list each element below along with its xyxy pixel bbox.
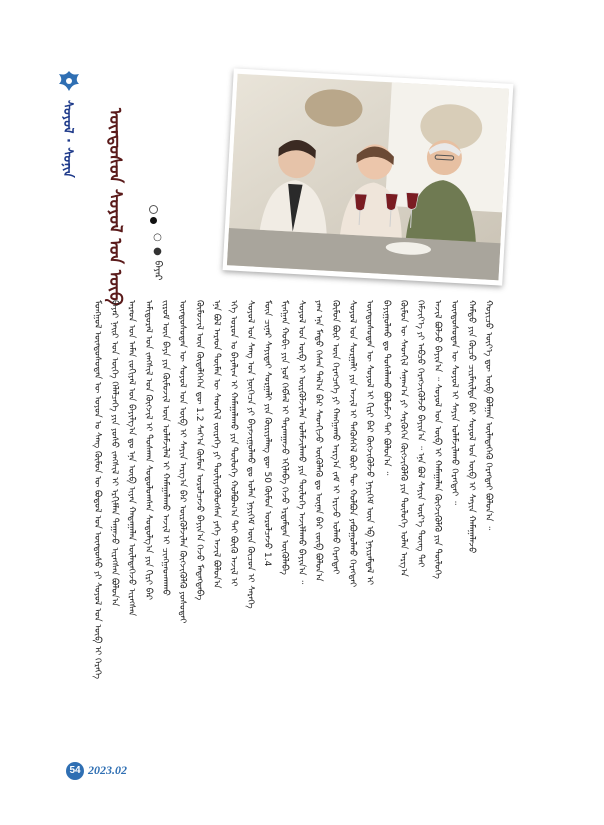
article-title: ᠦᠨᠳᠦᠰᠦᠨ ᠰᠤᠶᠤᠯ ᠤᠨ ᠦᠪ — [105, 108, 125, 306]
text-column: ᠠᠵᠢᠯ ᠪᠣᠯᠵᠤ ᠪᠠᠶᠢᠨ᠎ᠠ ᠃ ᠰᠣᠶᠣᠯ ᠤᠨ ᠦᠪ ᠢ ᠬᠠᠮᠠᠭᠠᠯᠠᠨ ᠬᠥᠭᠵᠢᠭᠦᠯᠬᠦ ᠶᠢᠨ ᠲᠥᠯᠥᠭᠡ — [432, 300, 442, 579]
article-photo — [223, 68, 514, 285]
text-column: ᠮᠣᠩᠭᠣᠯ ᠦᠨᠳᠦᠰᠦᠲᠡᠨ ᠦ ᠣᠶᠤᠨ ᠤ ᠰᠠᠩ ᠬᠥᠮᠦᠨ ᠦ ᠪᠣᠳᠤᠯ ᠤᠨ ᠦᠨᠳᠦᠰᠦ ᠶᠢ ᠰᠣᠶᠣᠯ ᠤᠨ ᠦᠪ ᠢ ᠭᠡᠷᠡᠭᠡ — [92, 300, 102, 680]
text-column: ᠦᠨᠳᠦᠰᠦᠲᠡᠨ ᠦ ᠰᠣᠶᠣᠯ ᠢ ᠰᠠᠶᠢᠨ ᠤᠯᠠᠮᠵᠢᠯᠠᠬᠤ ᠬᠡᠷᠡᠭᠲᠡᠢ ᠃ — [449, 300, 459, 505]
ornament-icon — [58, 70, 80, 92]
text-column: ᠬᠠᠮᠲᠤ ᠶᠢᠨ ᠬᠦᠴᠦ ᠴᠢᠷᠮᠠᠢᠯᠲᠠ ᠪᠡᠷ ᠰᠣᠶᠣᠯ ᠤᠨ ᠦᠪ ᠢ ᠰᠠᠶᠢᠨ ᠬᠠᠮᠠᠭᠠᠯᠠᠵᠤ — [466, 300, 476, 554]
text-column: ᠬᠣᠶᠢᠴᠤ ᠦᠶ᠎ᠡ ᠳᠦ ᠥᠪ ᠪᠣᠯᠭᠠᠨ ᠦᠯᠡᠳᠡᠭᠡᠬᠦ ᠬᠡᠷᠡᠭᠲᠡᠢ ᠪᠣᠯᠤᠨ᠎ᠠ ᠃ — [483, 300, 493, 531]
text-column: ᠠᠮᠢᠳᠤᠷᠠᠯ ᠤᠨ ᠵᠠᠩᠱᠢᠯ ᠤᠨ ᠬᠥᠭᠵᠢᠯ ᠢ ᠲᠤᠰᠬᠠᠨ ᠰᠤᠳᠤᠯᠤᠭᠰᠠᠨ ᠰᠤᠳᠤᠯᠭ᠎ᠠ ᠶᠢᠨ ᠬᠢᠷᠢ ᠪᠡᠷ — [143, 300, 153, 600]
text-column: ᠵᠢᠷᠤᠮ ᠦᠨ ᠪᠡᠶᠡ ᠶᠢᠨ ᠬᠦᠮᠦᠵᠢᠯ ᠦᠨ ᠤᠯᠠᠮᠵᠢᠯᠠᠯ ᠢ ᠬᠠᠮᠠᠭᠠᠯᠠᠬᠤ ᠠᠵᠢᠯ ᠢ ᠴᠢᠩᠭᠠᠳᠬᠠᠬᠤ — [160, 300, 170, 596]
article-author: ○ ● ᠪᠠᠶᠠᠷ — [152, 232, 163, 281]
hollow-dot-icon — [149, 205, 158, 214]
article-body — [90, 300, 510, 720]
text-column: ᠬᠦᠮᠦᠵᠢᠯ ᠦᠨ ᠬᠥᠳᠡᠯᠭᠡᠭᠡᠨ ᠳᠦ 1.2 ᠰᠠᠶ᠎ᠠ ᠬᠦᠮᠦᠨ ᠣᠷᠣᠯᠴᠠᠵᠤ ᠪᠠᠶᠢᠨ᠎ᠠ ᠭᠡᠵᠦ ᠮᠡᠳᠡᠭᠳᠡᠪᠡ — [194, 300, 204, 601]
text-column: ᠬᠡᠮᠵᠢᠶ᠎ᠡ ᠶᠢ ᠠᠪᠴᠤ ᠬᠡᠷᠡᠭᠵᠢᠭᠦᠯᠵᠦ ᠪᠠᠶᠢᠨ᠎ᠠ ᠃ ᠡᠨᠡ ᠪᠣᠯ ᠰᠠᠶᠢᠨ ᠦᠷ᠎ᠡ ᠳᠦᠩ ᠲᠡᠢ — [415, 300, 425, 568]
text-column: ᠦᠨᠳᠦᠰᠦᠲᠡᠨ ᠦ ᠰᠤᠶᠤᠯ ᠢ ᠬᠢᠷᠢ ᠪᠡᠷ ᠬᠥᠭᠵᠢᠭᠦᠯᠵᠦ ᠨᠡᠶᠢᠭᠡᠮ ᠦᠨ ᠡᠪ ᠨᠠᠶᠢᠷᠠᠮᠳᠠᠯ ᠢ — [364, 300, 374, 586]
text-column: ᠬᠦᠮᠦᠨ ᠦ ᠰᠡᠳᠬᠢᠯ ᠰᠠᠨᠠᠭ᠎ᠠ ᠶᠢ ᠰᠡᠷᠭᠦᠭᠡᠨ ᠬᠥᠭᠵᠢᠭᠦᠯᠬᠦ ᠶᠢᠨ ᠲᠥᠯᠥᠭᠡ ᠣᠯᠠᠨ ᠠᠷᠭ᠎ᠠ — [398, 300, 408, 577]
text-column: ᠪᠠᠶᠢᠭᠤᠯᠬᠤ ᠳᠤ ᠲᠤᠰᠠᠯᠠᠬᠤ ᠪᠣᠯᠤᠮᠵᠢ ᠲᠠᠢ ᠪᠣᠯᠤᠨ᠎ᠠ ᠃ — [381, 300, 391, 476]
text-column: ᠠᠷᠠᠳ ᠤᠨ ᠠᠮᠠᠨ ᠵᠣᠬᠢᠶᠠᠯ ᠤᠨ ᠪᠠᠶᠢᠯᠭ᠎ᠠ ᠳᠤ ᠡᠨᠡ ᠦᠪ ᠢᠶᠡᠨ ᠬᠠᠳᠠᠭᠠᠯᠠᠨ ᠦᠯᠡᠳᠡᠭᠡᠵᠦ ᠢᠷᠡᠭᠰᠡᠨ — [126, 300, 136, 617]
issue-date: 2023.02 — [88, 763, 127, 777]
text-column: ᠬᠦᠮᠦᠨ ᠪᠦᠷ ᠦᠨ ᠬᠡᠷᠡᠭᠴᠡᠭᠡ ᠶᠢ ᠬᠠᠩᠭᠠᠬᠤ ᠠᠷᠭ᠎ᠠ ᠵᠠᠮ ᠢ ᠡᠷᠢᠵᠦ ᠣᠯᠬᠤ ᠬᠡᠷᠡᠭᠲᠡᠢ — [330, 300, 340, 575]
text-column: ᠰᠣᠶᠣᠯ ᠤᠨ ᠰᠤᠷᠭᠠᠯᠢ ᠶᠢᠨ ᠠᠵᠢᠯ ᠢ ᠲᠡᠭᠦᠰᠭᠡᠯ ᠪᠦᠷ ᠲᠦ ᠬᠣᠯᠪᠣᠨ ᠶᠠᠪᠤᠭᠤᠯᠬᠤ ᠬᠡᠷᠡᠭᠲᠡᠢ — [347, 300, 357, 588]
author-marks — [148, 204, 158, 228]
text-column: ᠦᠨᠳᠦᠰᠦᠲᠡᠨ ᠦ ᠰᠤᠶᠤᠯ ᠤᠨ ᠦᠪ ᠢ ᠰᠠᠶᠢᠨ ᠠᠷᠭ᠎ᠠ ᠪᠠᠷ ᠦᠷᠭᠦᠯᠵᠢᠯᠡᠨ ᠬᠥᠭᠵᠢᠭᠦᠯᠬᠦ ᠶᠣᠰᠣᠲᠠᠢ — [177, 300, 187, 624]
photo-elderly-friends-toasting-icon — [227, 73, 509, 282]
text-column: ᠡᠨᠡ ᠪᠣᠯ ᠠᠷᠠᠳ ᠲᠦᠮᠡᠨ ᠦ ᠰᠡᠳᠬᠢᠯ ᠵᠦᠷᠡᠭᠡ ᠶᠢ ᠳᠦᠯᠢᠶᠡᠬᠦᠯᠦᠭᠰᠡᠨ ᠶᠡᠬᠡ ᠠᠵᠢᠯ ᠪᠣᠯᠤᠨ᠎ᠠ — [211, 300, 221, 589]
section-label: ᠰᠣᠶᠣᠯ · ᠰᠣᠨᠢᠨ — [60, 100, 75, 178]
text-column: ᠰᠤᠶᠤᠯ ᠤᠨ ᠰᠠᠩ ᠤᠨ ᠨᠥᠭᠡᠴᠡ ᠶᠢ ᠪᠠᠶᠠᠵᠢᠭᠤᠯᠬᠤ ᠳᠤ ᠣᠯᠠᠨ ᠨᠡᠶᠢᠭᠡᠮ ᠦᠨ ᠬᠦᠴᠦᠨ ᠢ ᠰᠡᠷᠡᠭᠡ — [245, 300, 255, 609]
text-column: ᠶᠠᠭ ᠡᠨᠡ ᠮᠡᠲᠦ ᠭᠡᠰᠡᠨ ᠲᠠᠯ᠎ᠠ ᠪᠠᠷ ᠰᠡᠳᠬᠢᠵᠦ ᠥᠭᠦᠯᠡᠬᠦ ᠳᠤ ᠦᠨᠡᠨ ᠪᠡᠷ ᠵᠥᠪ ᠪᠣᠯᠤᠨ᠎ᠠ — [313, 300, 323, 582]
page-number: 54 — [66, 762, 84, 780]
text-column: ᠮᠢᠩᠭᠠᠨ ᠬᠤᠪᠢ ᠶᠢᠨ ᠨᠣᠮ ᠬᠡᠪᠯᠡᠯ ᠢ ᠲᠠᠷᠬᠠᠭᠠᠵᠤ ᠡᠬᠢᠯᠡᠪᠡ ᠭᠡᠵᠦ ᠡᠷᠳᠡᠮᠲᠡᠨ ᠦᠭᠦᠯᠡᠪᠡ — [279, 300, 289, 575]
text-column: ᠪᠠᠶᠠᠷ ᠨᠠᠢᠷ ᠤᠨ ᠦᠭᠡ ᠬᠡᠯᠡᠯᠴᠡᠭᠡ ᠶᠢᠨ ᠶᠣᠰᠣ ᠵᠠᠩᠱᠢᠯ ᠢ ᠡᠷᠬᠢᠮᠯᠡᠨ ᠳᠠᠭᠠᠵᠤ ᠢᠷᠡᠭᠰᠡᠨ ᠪᠣᠯᠤᠨ᠎ᠠ — [109, 300, 119, 607]
text-column: ᠰᠣᠶᠣᠯ ᠤᠨ ᠦᠪ ᠢ ᠦᠷᠭᠦᠯᠵᠢᠯᠡᠨ ᠤᠯᠠᠮᠵᠢᠯᠠᠬᠤ ᠶᠢᠨ ᠲᠥᠯᠥᠭᠡ ᠠᠵᠢᠯᠯᠠᠬᠤ ᠪᠠᠶᠢᠨ᠎ᠠ ᠃ — [296, 300, 306, 585]
text-column: ᠮᠥᠨ ᠴᠢᠨᠠᠷ ᠰᠠᠶᠢᠲᠠᠢ ᠰᠤᠷᠭᠠᠯᠢ ᠶᠢᠨ ᠬᠦᠷᠢᠶᠡᠯᠡᠩ ᠳᠦ 50 ᠬᠦᠮᠦᠨ ᠣᠷᠣᠯᠴᠠᠵᠤ 1.4 — [262, 300, 272, 567]
text-column: ᠡᠬᠡ ᠣᠷᠣᠨ ᠤ ᠪᠠᠶᠠᠯᠢᠭ ᠢ ᠬᠠᠮᠠᠭᠠᠯᠠᠬᠤ ᠶᠢᠨ ᠲᠥᠯᠥᠭᠡ ᠬᠣᠯᠪᠣᠭ᠎ᠠ ᠲᠠᠢ ᠪᠦᠬᠦ ᠠᠵᠢᠯ ᠢ — [228, 300, 238, 587]
filled-dot-icon — [150, 217, 157, 224]
